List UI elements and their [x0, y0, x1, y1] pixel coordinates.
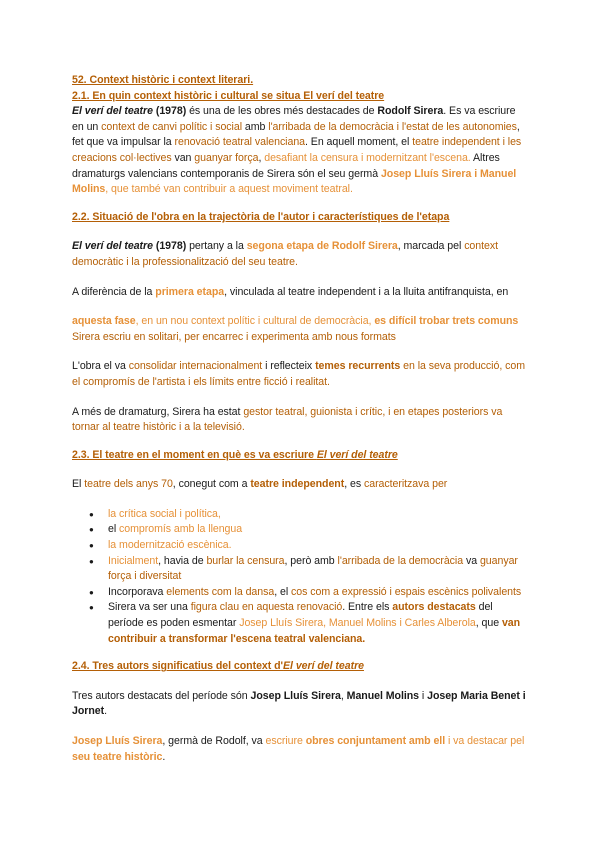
paragraph-2-4a: Tres autors destacats del període són Josep Lluís Sirera, Manuel Molins i Josep Maria Benet i Jornet. — [72, 689, 526, 718]
characteristics-list — [72, 507, 530, 647]
list-item: ● el compromís amb la llengua — [108, 522, 530, 538]
paragraph-2-3: El teatre dels anys 70, conegut com a teatre independent, es caracteritzava per — [72, 478, 448, 491]
paragraph-2-2e: A més de dramaturg, Sirera ha estat gestor teatral, guionista i crític, i en etapes posteriors va tornar al teatre històric i a la televisió. — [72, 405, 503, 434]
heading-2-3: 2.3. El teatre en el moment en què es va escriure El verí del teatre — [72, 448, 398, 461]
heading-2-4: 2.4. Tres autors significatius del context d'El verí del teatre — [72, 660, 364, 673]
list-item: ● la modernització escènica. — [108, 538, 530, 554]
heading-2-2: 2.2. Situació de l'obra en la trajectòria de l'autor i característiques de l'etapa — [72, 210, 450, 223]
paragraph-2-2a: El verí del teatre (1978) pertany a la segona etapa de Rodolf Sirera, marcada pel context democràtic i la professionalització del seu teatre. — [72, 240, 498, 268]
heading-2-1: 2.1. En quin context històric i cultural se situa El verí del teatre — [72, 89, 385, 102]
paragraph-2-2c: aquesta fase, en un nou context polític i cultural de democràcia, es difícil trobar trets comuns Sirera escriu en solitari, per encarrec i experimenta amb nous formats — [72, 315, 519, 343]
paragraph-2-1: El verí del teatre (1978) és una de les obres més destacades de Rodolf Sirera. Es va escriure en un context de canvi polític i social amb l'arribada de la democràcia i l'estat de les autonomies, fet que va impulsar la renovació teatral valenciana. En aquell moment, el teatre independent i les creacions col·lectives van guanyar força, desafiant la censura i modernitzant l'escena. Altres dramaturgs valencians contemporanis de Sirera són el seu germà Josep Lluís Sirera i Manuel Molins, que també van contribuir a aquest moviment teatral. — [72, 105, 522, 196]
list-item: ● Sirera va ser una figura clau en aquesta renovació. Entre els autors destacats del període es poden esmentar Josep Lluís Sirera, Manuel Molins i Carles Alberola, que van contribuir a transformar l'escena teatral valenciana. — [108, 600, 530, 647]
paragraph-2-2d: L'obra el va consolidar internacionalment i reflecteix temes recurrents en la seva producció, com el compromís de l'artista i els límits entre ficció i realitat. — [72, 360, 525, 388]
document-content — [72, 73, 530, 765]
list-item: ● Incorporava elements com la dansa, el cos com a expressió i espais escènics polivalents — [108, 585, 530, 601]
paragraph-2-2b: A diferència de la primera etapa, vinculada al teatre independent i a la lluita antifranquista, en — [72, 285, 509, 298]
heading-context: 52. Context històric i context literari. — [72, 74, 254, 86]
list-item: ● Inicialment, havia de burlar la censura, però amb l'arribada de la democràcia va guanyar força i diversitat — [108, 554, 530, 585]
list-item: ● la crítica social i política, — [108, 507, 530, 523]
paragraph-2-4b: Josep Lluís Sirera, germà de Rodolf, va escriure obres conjuntament amb ell i va destacar pel seu teatre històric. — [72, 735, 525, 763]
